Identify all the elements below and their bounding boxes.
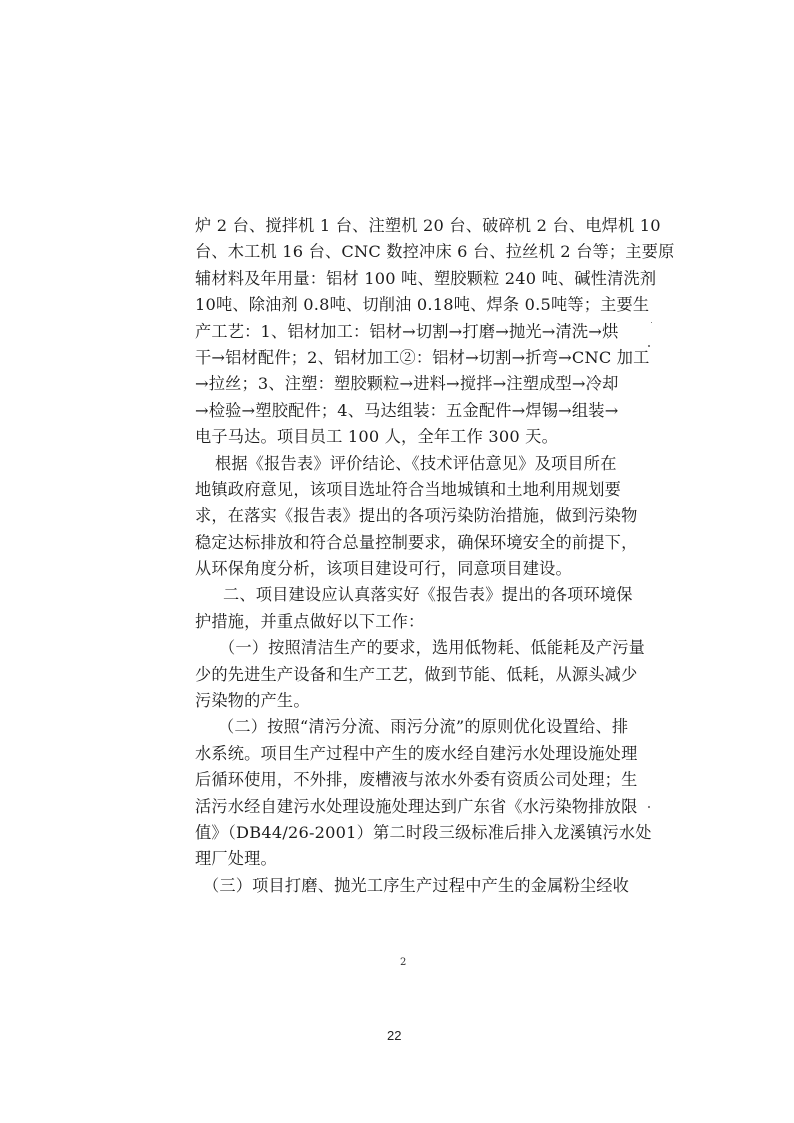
item-one-start: （一）按照清洁生产的要求，选用低物耗、低能耗及产污量 — [219, 638, 646, 658]
text-line-3: 辅材料及年用量：铝材 100 吨、塑胶颗粒 240 吨、碱性清洗剂 — [195, 268, 657, 288]
text-line-7: →拉丝；3、注塑：塑胶颗粒→进料→搅拌→注塑成型→冷却 — [195, 374, 619, 394]
text-line-19: 污染物的产生。 — [195, 691, 310, 711]
text-line-23: 活污水经自建污水处理设施处理达到广东省《水污染物排放限 — [195, 796, 638, 816]
text-line-18: 少的先进生产设备和生产工艺，做到节能、低耗，从源头减少 — [195, 664, 638, 684]
text-line-8: →检验→塑胶配件；4、马达组装：五金配件→焊锡→组装→ — [195, 400, 619, 420]
scan-speck — [648, 806, 650, 808]
text-line-22: 后循环使用，不外排，废槽液与浓水外委有资质公司处理；生 — [195, 770, 638, 790]
text-line-24: 值》（DB44/26-2001）第二时段三级标准后排入龙溪镇污水处 — [195, 822, 652, 842]
text-line-25: 理厂处理。 — [195, 849, 277, 869]
scan-speck — [651, 322, 652, 323]
text-line-1: 炉 2 台、搅拌机 1 台、注塑机 20 台、破碎机 2 台、电焊机 10 — [195, 216, 661, 235]
text-line-5: 产工艺：1、铝材加工：铝材→切割→打磨→抛光→清洗→烘 — [195, 321, 619, 341]
scan-speck — [648, 345, 650, 347]
item-two-start: （二）按照“清污分流、雨污分流”的原则优化设置给、排 — [218, 717, 629, 737]
text-line-6: 干→铝材配件；2、铝材加工②：铝材→切割→折弯→CNC 加工 — [195, 347, 650, 367]
text-line-4: 10吨、除油剂 0.8吨、切削油 0.18吨、焊条 0.5吨等；主要生 — [195, 295, 650, 315]
text-line-16: 护措施，并重点做好以下工作： — [195, 611, 425, 631]
document-body — [195, 213, 675, 899]
page-number-footer: 22 — [387, 1028, 402, 1043]
text-line-12: 求，在落实《报告表》提出的各项污染防治措施，做到污染物 — [195, 506, 638, 526]
paragraph-conclusion-start: 根据《报告表》评价结论、《技术评估意见》及项目所在 — [215, 453, 617, 473]
item-three-start: （三）项目打磨、抛光工序生产过程中产生的金属粉尘经收 — [203, 875, 630, 895]
text-line-2: 台、木工机 16 台、CNC 数控冲床 6 台、拉丝机 2 台等；主要原 — [195, 242, 675, 262]
page-number-inner: 2 — [400, 957, 407, 968]
text-line-14: 从环保角度分析，该项目建设可行，同意项目建设。 — [195, 559, 572, 579]
text-line-13: 稳定达标排放和符合总量控制要求，确保环境安全的前提下， — [195, 532, 638, 552]
text-line-11: 地镇政府意见，该项目选址符合当地城镇和土地利用规划要 — [195, 479, 622, 499]
text-line-21: 水系统。项目生产过程中产生的废水经自建污水处理设施处理 — [195, 743, 638, 763]
section-two-heading: 二、项目建设应认真落实好《报告表》提出的各项环境保 — [223, 585, 633, 605]
text-line-9: 电子马达。项目员工 100 人，全年工作 300 天。 — [195, 427, 558, 447]
